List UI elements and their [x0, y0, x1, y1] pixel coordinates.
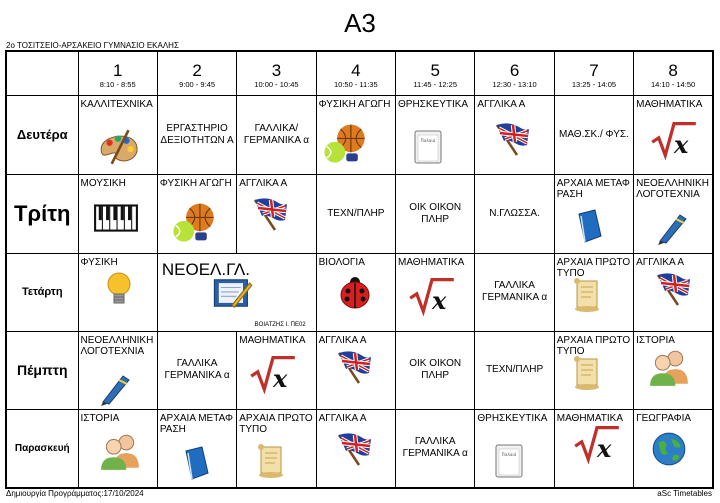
lesson-cell[interactable] — [634, 253, 713, 331]
ladybug-icon — [337, 274, 373, 310]
software-credit: aSc Timetables — [657, 489, 712, 498]
subject-label: ΑΓΓΛΙΚΑ Α — [477, 98, 526, 110]
period-header-1 — [78, 51, 157, 95]
period-number: 1 — [112, 61, 123, 80]
period-number: 8 — [668, 61, 678, 80]
sports-balls-icon — [170, 201, 216, 243]
scroll-icon — [571, 276, 603, 314]
math-sqrt-icon — [650, 120, 698, 160]
subject-label: ΙΣΤΟΡΙΑ — [80, 412, 120, 424]
period-time: 13:25 - 14:05 — [571, 80, 617, 89]
subject-label: ΜΑΘΗΜΑΤΙΚΑ — [636, 98, 703, 110]
corner-cell — [6, 51, 78, 95]
lesson-cell[interactable] — [396, 409, 475, 488]
created-date: Δημιουργία Προγράμματος:17/10/2024 — [6, 489, 144, 498]
uk-flag-icon — [333, 348, 373, 386]
lesson-cell[interactable] — [554, 331, 633, 409]
subject-label: ΑΡΧΑΙΑ ΠΡΩΤΟΤΥΠΟ — [556, 334, 631, 357]
lesson-cell[interactable] — [396, 95, 475, 174]
lesson-cell[interactable] — [316, 409, 395, 488]
subject-label: ΟΙΚ ΟΙΚΟΝ ΠΛΗΡ — [409, 358, 462, 381]
period-header-6 — [475, 51, 554, 95]
lesson-cell[interactable] — [316, 174, 395, 253]
period-header-5 — [396, 51, 475, 95]
lesson-cell[interactable] — [634, 331, 713, 409]
scroll-icon — [571, 354, 603, 392]
subject-label: ΓΑΛΛΙΚΑ ΓΕΡΜΑΝΙΚΑ α — [402, 436, 468, 460]
timetable-title: Α3 — [344, 8, 376, 38]
period-header-7 — [554, 51, 633, 95]
period-header-8 — [634, 51, 713, 95]
lesson-cell[interactable] — [157, 174, 236, 253]
subject-label: ΝΕΟΕΛΛΗΝΙΚΗ ΛΟΓΟΤΕΧΝΙΑ — [636, 177, 709, 200]
subject-label: ΙΣΤΟΡΙΑ — [636, 334, 675, 346]
math-sqrt-icon — [249, 354, 297, 394]
lesson-cell[interactable] — [316, 253, 395, 331]
day-label: Τρίτη — [6, 174, 78, 253]
lesson-cell[interactable] — [475, 253, 554, 331]
lesson-cell[interactable] — [634, 95, 713, 174]
scroll-icon — [255, 442, 287, 480]
sports-balls-icon — [321, 122, 367, 164]
period-number: 5 — [430, 61, 440, 80]
subject-label: ΦΥΣΙΚΗ ΑΓΩΓΗ — [318, 98, 391, 110]
lesson-cell[interactable] — [316, 331, 395, 409]
lesson-cell[interactable] — [396, 253, 475, 331]
math-sqrt-icon — [573, 424, 621, 464]
lesson-cell[interactable] — [78, 174, 157, 253]
day-row-wednesday — [6, 253, 713, 331]
subject-label: ΜΑΘΗΜΑΤΙΚΑ — [239, 334, 306, 346]
teacher-label: ΒΟΙΑΤΖΗΣ Ι. ΠΕ02 — [254, 321, 306, 328]
period-number: 2 — [192, 61, 202, 80]
period-number: 4 — [351, 61, 361, 80]
subject-label: ΦΥΣΙΚΗ — [80, 256, 118, 268]
lesson-cell[interactable] — [396, 174, 475, 253]
day-row-monday — [6, 95, 713, 174]
period-header-2 — [157, 51, 236, 95]
day-label: Δευτέρα — [6, 95, 78, 174]
subject-label: ΜΑΘ.ΣΚ./ ΦΥΣ. — [559, 128, 629, 140]
subject-label: ΑΡΧΑΙΑ ΠΡΩΤΟΤΥΠΟ — [556, 256, 631, 279]
subject-label: ΤΕΧΝ/ΠΛΗΡ — [327, 207, 385, 219]
day-label: Τετάρτη — [6, 253, 78, 331]
lesson-cell[interactable] — [237, 95, 316, 174]
period-time: 12:30 - 13:10 — [492, 80, 537, 89]
lesson-cell[interactable] — [237, 409, 316, 488]
period-time: 9:00 - 9:45 — [179, 80, 215, 89]
lesson-cell[interactable] — [634, 174, 713, 253]
uk-flag-icon — [491, 120, 531, 158]
fountain-pen-icon — [654, 209, 690, 245]
subject-label: ΑΓΓΛΙΚΑ Α — [239, 177, 288, 189]
lesson-cell-double[interactable] — [157, 253, 316, 331]
period-number: 6 — [509, 61, 520, 80]
lesson-cell[interactable] — [554, 95, 633, 174]
subject-label: ΑΓΓΛΙΚΑ Α — [318, 412, 367, 424]
subject-label: ΚΑΛΛΙΤΕΧΝΙΚΑ — [80, 98, 153, 110]
globe-icon — [650, 430, 688, 468]
day-row-friday — [6, 409, 713, 488]
subject-label: ΤΕΧΝ/ΠΛΗΡ — [485, 364, 544, 375]
lesson-cell[interactable] — [475, 174, 554, 253]
uk-flag-icon — [652, 270, 692, 308]
period-time: 10:50 - 11:35 — [333, 80, 378, 89]
blue-book-icon — [180, 444, 212, 482]
subject-label: ΑΓΓΛΙΚΑ Α — [318, 334, 367, 346]
period-header-row — [6, 51, 713, 95]
day-row-tuesday — [6, 174, 713, 253]
period-header-4 — [316, 51, 395, 95]
subject-label: ΟΙΚ ΟΙΚΟΝ ΠΛΗΡ — [409, 201, 462, 225]
period-number: 7 — [589, 61, 599, 80]
period-time: 10:00 - 10:45 — [254, 80, 299, 89]
lesson-cell[interactable] — [554, 174, 633, 253]
subject-label: ΓΕΩΓΡΑΦΙΑ — [636, 412, 692, 424]
light-bulb-icon — [103, 270, 135, 308]
subject-label: ΜΑΘΗΜΑΤΙΚΑ — [556, 412, 624, 424]
lesson-cell[interactable] — [78, 409, 157, 488]
period-time: 14:10 - 14:50 — [650, 80, 696, 89]
subject-label: ΦΥΣΙΚΗ ΑΓΩΓΗ — [159, 177, 232, 189]
fountain-pen-icon — [97, 370, 133, 406]
subject-label: ΘΡΗΣΚΕΥΤΙΚΑ — [477, 412, 548, 424]
period-header-3 — [237, 51, 316, 95]
lesson-cell[interactable] — [475, 409, 554, 488]
uk-flag-icon — [333, 430, 373, 468]
lesson-cell[interactable] — [554, 409, 633, 488]
notebook-pencil-icon — [210, 276, 254, 310]
uk-flag-icon — [249, 195, 289, 233]
lesson-cell[interactable] — [634, 409, 713, 488]
period-time: 11:45 - 12:25 — [413, 80, 458, 89]
bible-book-icon — [493, 442, 525, 480]
subject-label: ΓΑΛΛΙΚΑ ΓΕΡΜΑΝΙΚΑ α — [164, 358, 230, 381]
subject-label: ΕΡΓΑΣΤΗΡΙΟ ΔΕΞΙΟΤΗΤΩΝ Α — [160, 122, 234, 146]
people-icon — [99, 432, 141, 470]
lesson-cell[interactable] — [78, 95, 157, 174]
lesson-cell[interactable] — [396, 331, 475, 409]
lesson-cell[interactable] — [316, 95, 395, 174]
subject-label: ΜΑΘΗΜΑΤΙΚΑ — [398, 256, 465, 268]
subject-label: ΝΕΟΕΛ.ΓΛ. — [161, 259, 251, 279]
day-label: Παρασκευή — [6, 409, 78, 488]
lesson-cell[interactable] — [237, 331, 316, 409]
people-icon — [648, 348, 690, 386]
subject-label: ΝΕΟΕΛΛΗΝΙΚΗ ΛΟΓΟΤΕΧΝΙΑ — [80, 334, 154, 357]
subject-label: ΑΡΧΑΙΑ ΜΕΤΑΦΡΑΣΗ — [159, 412, 233, 435]
subject-label: ΑΡΧΑΙΑ ΜΕΤΑΦΡΑΣΗ — [556, 177, 630, 200]
subject-label: ΘΡΗΣΚΕΥΤΙΚΑ — [398, 98, 469, 110]
lesson-cell[interactable] — [78, 331, 157, 409]
lesson-cell[interactable] — [157, 409, 236, 488]
bible-book-icon — [412, 128, 444, 166]
lesson-cell[interactable] — [554, 253, 633, 331]
subject-label: ΑΡΧΑΙΑ ΠΡΩΤΟΤΥΠΟ — [239, 412, 313, 435]
lesson-cell[interactable] — [157, 95, 236, 174]
school-name: 2ο ΤΟΣΙΤΣΕΙΟ-ΑΡΣΑΚΕΙΟ ΓΥΜΝΑΣΙΟ ΕΚΑΛΗΣ — [6, 41, 179, 50]
subject-label: ΑΓΓΛΙΚΑ Α — [636, 256, 685, 268]
subject-label: ΜΟΥΣΙΚΗ — [80, 177, 126, 189]
period-time: 8:10 - 8:55 — [99, 80, 136, 89]
lesson-cell[interactable] — [157, 331, 236, 409]
period-number: 3 — [271, 61, 282, 80]
blue-book-icon — [573, 207, 605, 245]
lesson-cell[interactable] — [78, 253, 157, 331]
palette-icon — [97, 128, 139, 166]
subject-label: ΓΑΛΛΙΚΑ/ ΓΕΡΜΑΝΙΚΑ α — [243, 122, 310, 146]
lesson-cell[interactable] — [475, 331, 554, 409]
math-sqrt-icon — [408, 276, 456, 316]
lesson-cell[interactable] — [237, 174, 316, 253]
subject-label: ΒΙΟΛΟΓΙΑ — [318, 256, 365, 268]
timetable-grid — [5, 50, 714, 489]
subject-label: ΓΑΛΛΙΚΑ ΓΕΡΜΑΝΙΚΑ α — [481, 280, 548, 303]
day-row-thursday — [6, 331, 713, 409]
subject-label: Ν.ΓΛΩΣΣΑ. — [489, 207, 540, 219]
day-label: Πέμπτη — [6, 331, 78, 409]
lesson-cell[interactable] — [475, 95, 554, 174]
piano-keyboard-icon — [93, 201, 139, 233]
